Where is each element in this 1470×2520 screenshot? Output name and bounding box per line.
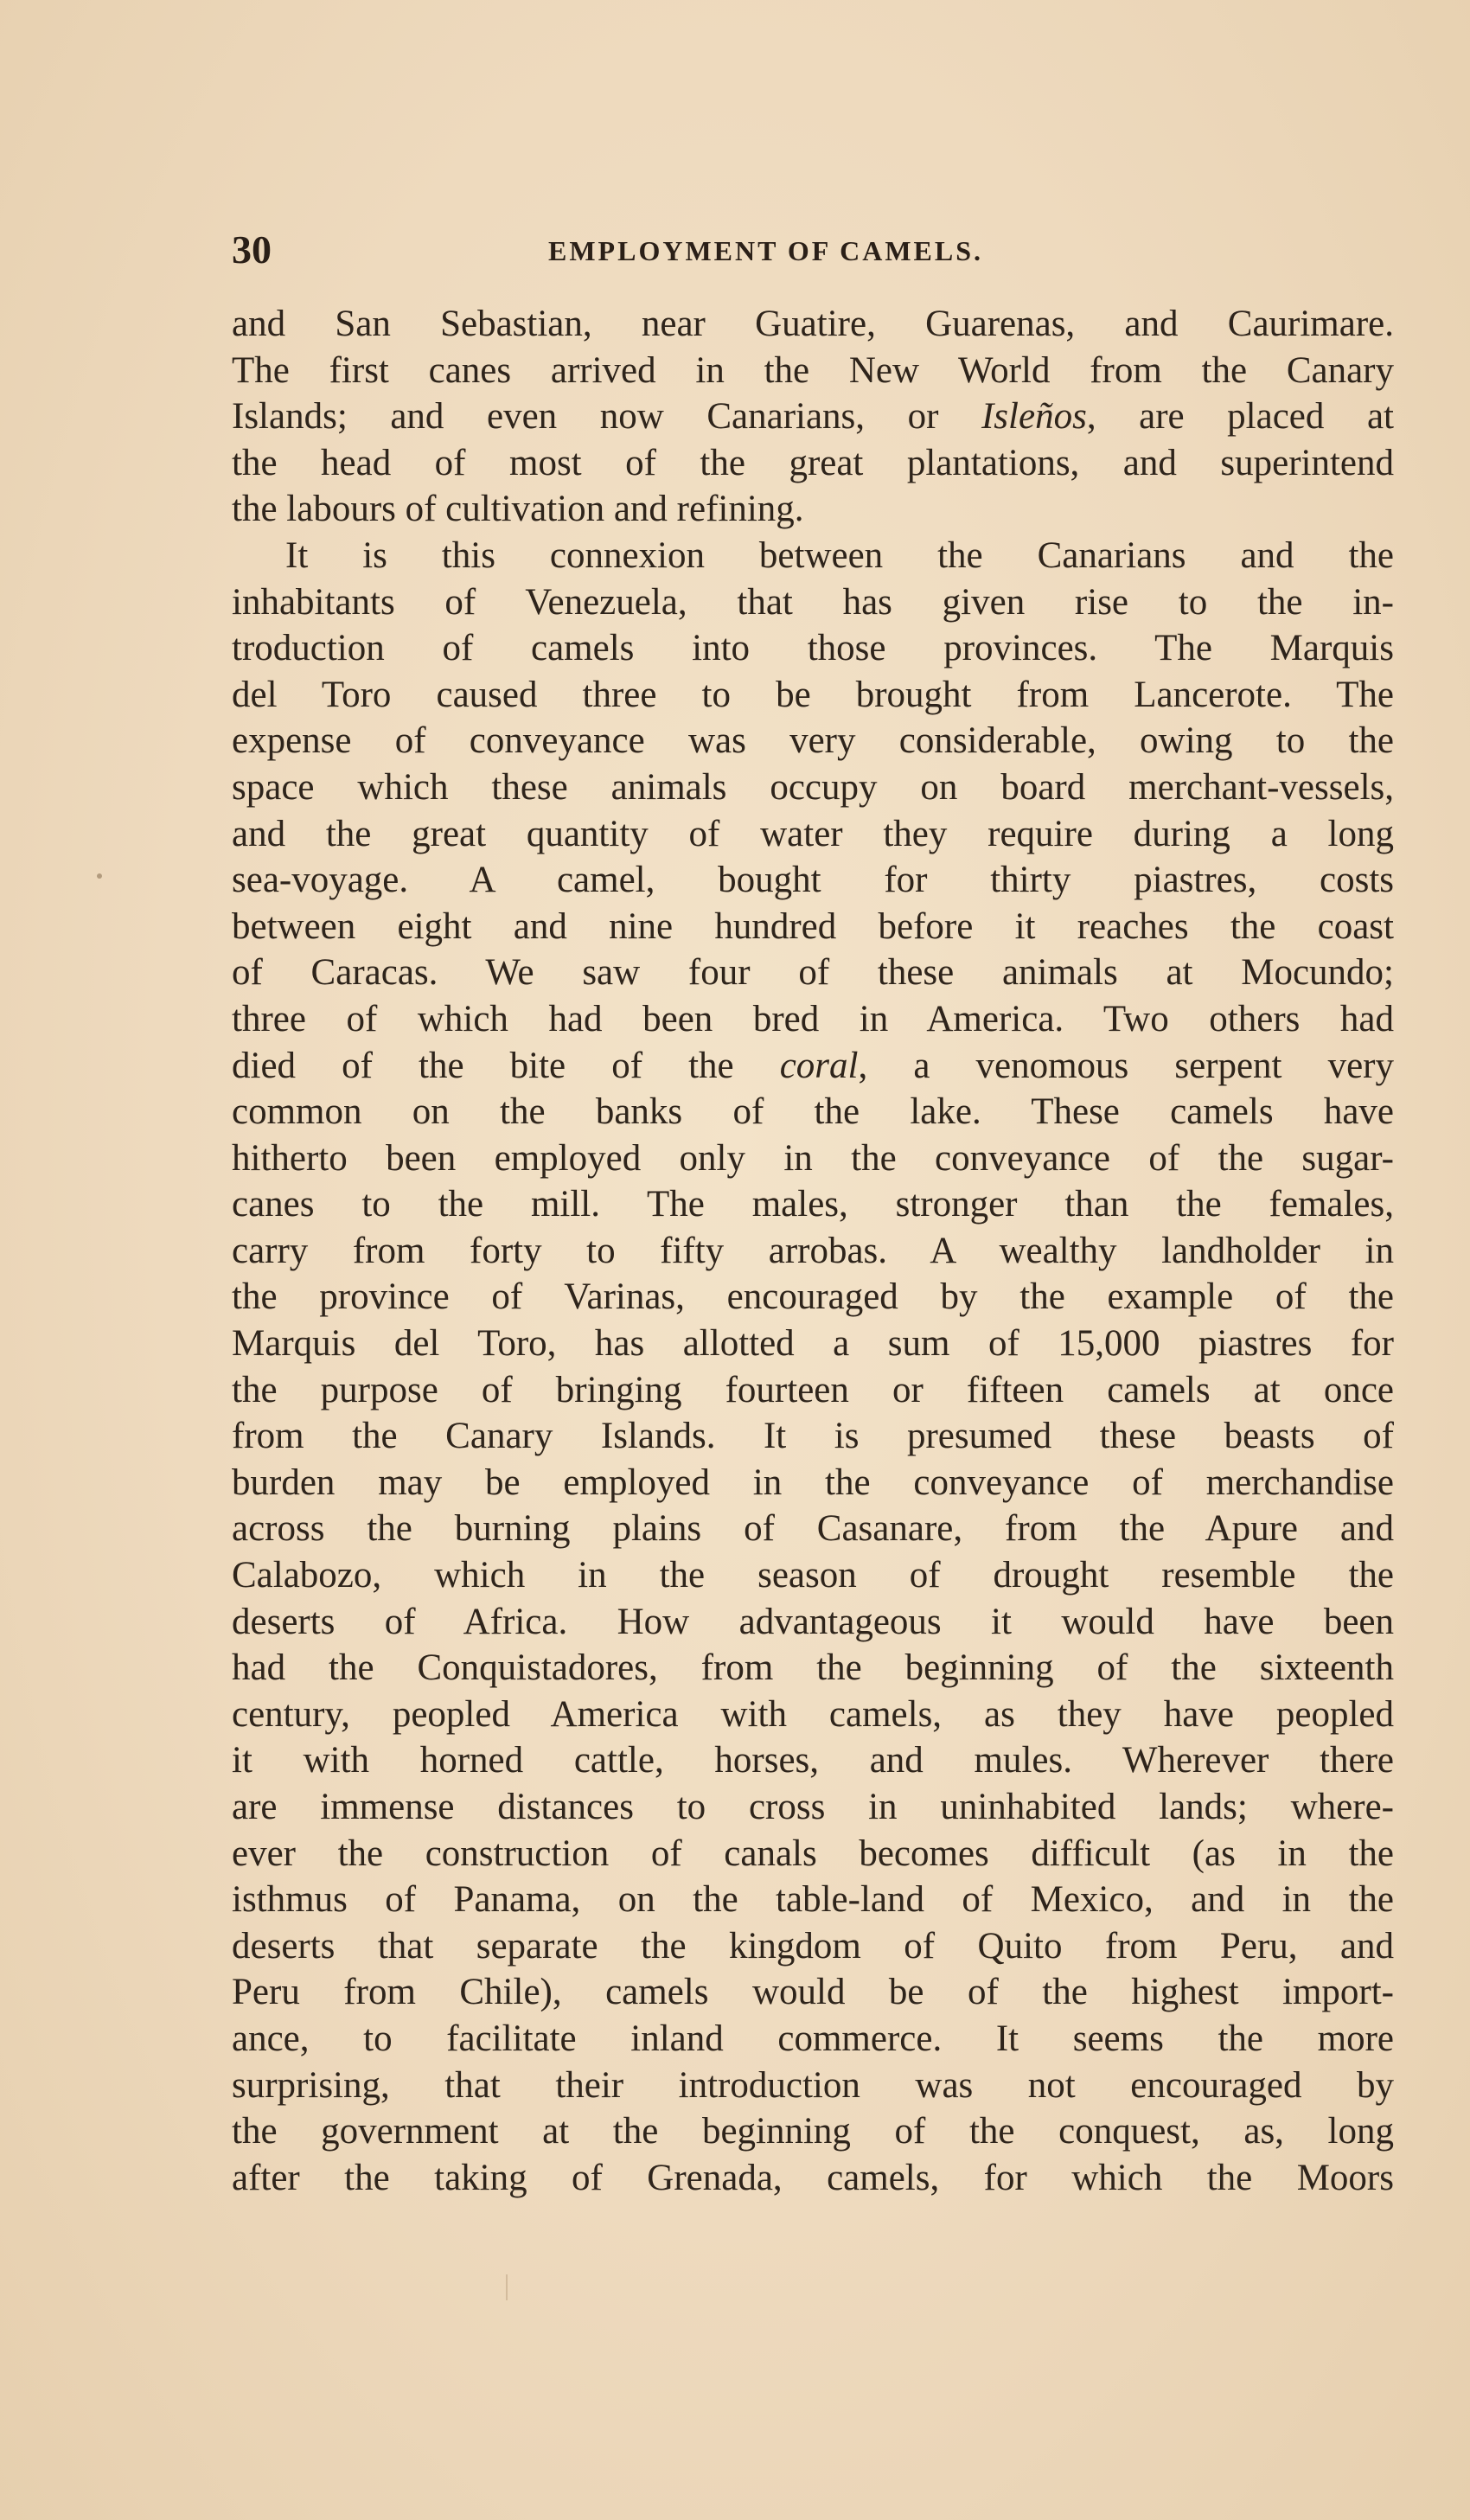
text-line: the head of most of the great plantations, and superintend bbox=[232, 442, 1394, 483]
running-title: EMPLOYMENT OF CAMELS. bbox=[548, 235, 984, 266]
paper-mark bbox=[506, 2274, 508, 2300]
text-line: are immense distances to cross in uninhabited lands; where- bbox=[232, 1787, 1394, 1827]
text-line: and the great quantity of water they require during a long bbox=[232, 813, 1394, 854]
text-line: died of the bite of the coral, a venomous serpent very bbox=[232, 1045, 1394, 1086]
body-text bbox=[232, 301, 1394, 2201]
text-line: from the Canary Islands. It is presumed these beasts of bbox=[232, 1416, 1394, 1457]
text-line: common on the banks of the lake. These camels have bbox=[232, 1091, 1394, 1133]
text-line: Calabozo, which in the season of drought resemble the bbox=[232, 1555, 1394, 1596]
page-number: 30 bbox=[232, 227, 272, 272]
text-line: the purpose of bringing fourteen or fifteen camels at once bbox=[232, 1369, 1394, 1410]
text-line: del Toro caused three to be brought from Lancerote. The bbox=[232, 674, 1394, 715]
text-line: the government at the beginning of the conquest, as, long bbox=[232, 2111, 1394, 2152]
text-line: between eight and nine hundred before it reaches the coast bbox=[232, 905, 1394, 947]
text-line: ance, to facilitate inland commerce. It seems the more bbox=[232, 2018, 1394, 2059]
text-line: three of which had been bred in America. Two others had bbox=[232, 998, 1394, 1039]
paper-speck bbox=[97, 873, 102, 879]
text-line: ever the construction of canals becomes difficult (as in the bbox=[232, 1832, 1394, 1874]
text-line: Peru from Chile), camels would be of the highest import- bbox=[232, 1972, 1394, 2013]
text-line: isthmus of Panama, on the table-land of Mexico, and in the bbox=[232, 1879, 1394, 1921]
text-line: century, peopled America with camels, as they have peopled bbox=[232, 1693, 1394, 1735]
text-line: had the Conquistadores, from the beginning of the sixteenth bbox=[232, 1647, 1394, 1689]
text-line: the labours of cultivation and refining. bbox=[232, 489, 804, 530]
text-line: expense of conveyance was very considerable, owing to the bbox=[232, 720, 1394, 762]
text-line: sea-voyage. A camel, bought for thirty piastres, costs bbox=[232, 860, 1394, 901]
text-line: space which these animals occupy on board merchant-vessels, bbox=[232, 766, 1394, 808]
text-line: after the taking of Grenada, camels, for which the Moors bbox=[232, 2157, 1394, 2198]
text-line: canes to the mill. The males, stronger than the females, bbox=[232, 1184, 1394, 1225]
text-line: surprising, that their introduction was not encouraged by bbox=[232, 2064, 1394, 2106]
text-line: It is this connexion between the Canarians and the bbox=[285, 534, 1394, 576]
running-head bbox=[232, 227, 1425, 278]
text-line: troduction of camels into those provinces. The Marquis bbox=[232, 628, 1394, 669]
text-line: Islands; and even now Canarians, or Isleños, are placed at bbox=[232, 396, 1394, 438]
text-line: The first canes arrived in the New World from the Canary bbox=[232, 349, 1394, 391]
text-line: burden may be employed in the conveyance of merchandise bbox=[232, 1461, 1394, 1503]
text-line: across the burning plains of Casanare, from the Apure and bbox=[232, 1508, 1394, 1550]
text-line: carry from forty to fifty arrobas. A wealthy landholder in bbox=[232, 1230, 1394, 1271]
text-line: of Caracas. We saw four of these animals at Mocundo; bbox=[232, 952, 1394, 994]
text-line: and San Sebastian, near Guatire, Guarenas, and Caurimare. bbox=[232, 304, 1394, 344]
text-line: the province of Varinas, encouraged by the example of the bbox=[232, 1276, 1394, 1318]
text-line: deserts of Africa. How advantageous it would have been bbox=[232, 1601, 1394, 1642]
text-line: Marquis del Toro, has allotted a sum of 15,000 piastres for bbox=[232, 1323, 1394, 1365]
text-line: deserts that separate the kingdom of Quito from Peru, and bbox=[232, 1925, 1394, 1967]
text-line: inhabitants of Venezuela, that has given rise to the in- bbox=[232, 581, 1394, 623]
text-line: it with horned cattle, horses, and mules. Wherever there bbox=[232, 1740, 1394, 1781]
text-line: hitherto been employed only in the conveyance of the sugar- bbox=[232, 1137, 1394, 1179]
